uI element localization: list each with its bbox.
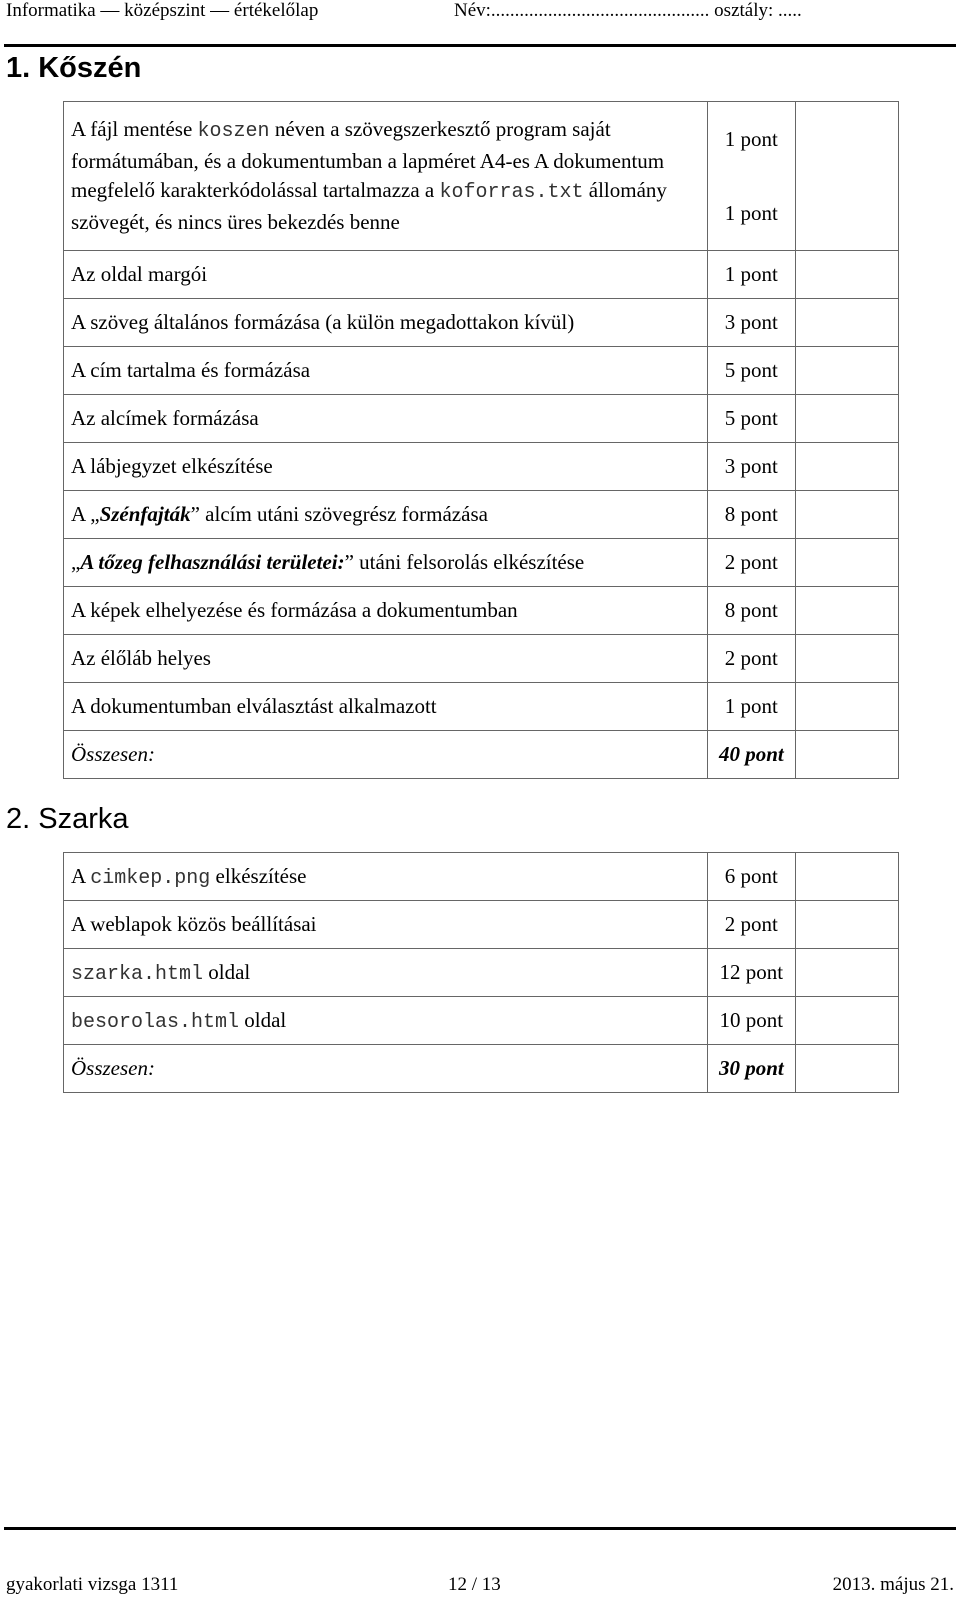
score-cell [796,949,899,997]
total-label: Összesen: [64,1045,708,1093]
page-footer [6,1574,954,1596]
table-row: Az élőláb helyes 2 pont [64,635,899,683]
footer-page-number: 12 / 13 [448,1574,501,1595]
table-row: A „Szénfajták” alcím utáni szövegrész formázása 8 pont [64,491,899,539]
table-row [64,102,899,251]
table-row: A cimkep.png elkészítése 6 pont [64,853,899,901]
score-cell [796,491,899,539]
score-cell [796,539,899,587]
total-label: Összesen: [64,731,708,779]
total-row [64,1045,899,1093]
total-points: 30 pont [707,1045,796,1093]
table-row: besorolas.html oldal 10 pont [64,997,899,1045]
score-cell [796,1045,899,1093]
table-row: A lábjegyzet elkészítése 3 pont [64,443,899,491]
table-row: A szöveg általános formázása (a külön megadottakon kívül) 3 pont [64,299,899,347]
table-row: A weblapok közös beállításai 2 pont [64,901,899,949]
total-points: 40 pont [707,731,796,779]
score-cell [796,997,899,1045]
table-row: szarka.html oldal 12 pont [64,949,899,997]
subtitle-reference: A tőzeg felhasználási területei: [80,550,345,574]
table-row: A képek elhelyezése és formázása a dokumentumban 8 pont [64,587,899,635]
table-row: A dokumentumban elválasztást alkalmazott 1 pont [64,683,899,731]
subtitle-reference: Szénfajták [99,502,191,526]
header-rule [4,44,956,47]
score-cell [796,683,899,731]
scoring-table-szarka [63,852,899,1093]
table-row: Az oldal margói 1 pont [64,251,899,299]
score-cell [796,731,899,779]
row-description: A fájl mentése koszen néven a szövegszerkesztő program saját formátumában, és a dokumentumban a lapméret A4-es A dokumentum megfelelő karakterkódolással tartalmazza a koforras.txt állomány szövegét, és nincs üres bekezdés benne [64,102,708,251]
row-points: 1 pont 1 pont [707,102,796,251]
score-cell [796,395,899,443]
score-cell [796,853,899,901]
score-cell [796,347,899,395]
score-cell [796,251,899,299]
filename-code: besorolas.html [71,1010,240,1034]
filename-code: szarka.html [71,962,204,986]
score-cell [796,901,899,949]
scoring-table-koszen [63,101,899,779]
score-cell [796,102,899,251]
footer-date: 2013. május 21. [832,1574,954,1595]
score-cell [796,299,899,347]
filename-code: cimkep.png [90,866,211,890]
footer-exam: gyakorlati vizsga 1311 [6,1574,179,1595]
score-cell [796,635,899,683]
total-row [64,731,899,779]
header-name-class-field: Név:.............................................. osztály: ..... [454,0,802,21]
table-row: Az alcímek formázása 5 pont [64,395,899,443]
table-row: A cím tartalma és formázása 5 pont [64,347,899,395]
filename-code: koforras.txt [439,181,584,204]
page-header [6,0,954,22]
score-cell [796,587,899,635]
filename-code: koszen [197,120,270,143]
score-cell [796,443,899,491]
section-title-koszen: 1. Kőszén [6,52,142,84]
footer-rule [4,1527,956,1530]
header-subject: Informatika — középszint — értékelőlap [6,0,319,21]
table-row: „A tőzeg felhasználási területei:” utáni felsorolás elkészítése 2 pont [64,539,899,587]
section-title-szarka: 2. Szarka [6,803,129,835]
